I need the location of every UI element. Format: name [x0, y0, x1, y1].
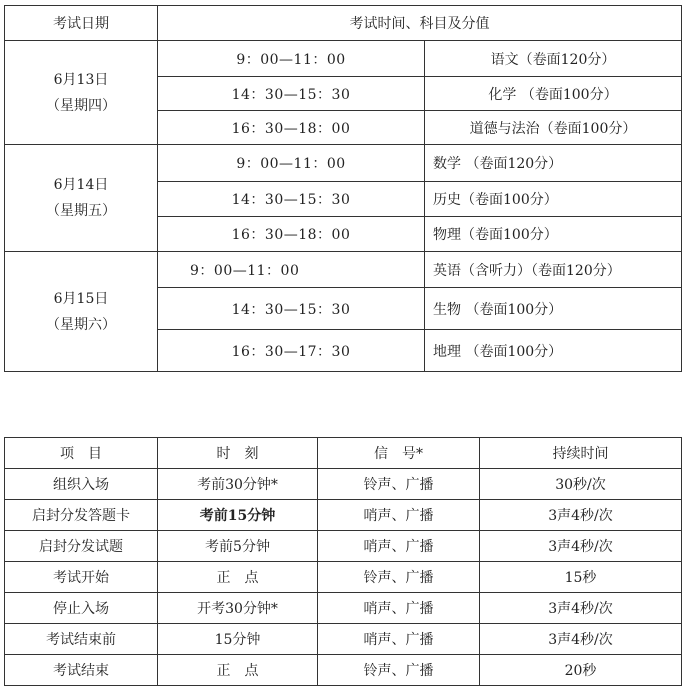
- exam-date: 6月14日: [53, 177, 109, 193]
- moment-header: 时 刻: [158, 438, 318, 469]
- signal-type: 哨声、广播: [318, 500, 480, 531]
- exam-signal-table: [4, 437, 682, 686]
- signal-type: 哨声、广播: [318, 593, 480, 624]
- duration-header: 持续时间: [480, 438, 682, 469]
- session-subject: 生物 （卷面100分）: [425, 288, 682, 330]
- signals-header-row: [5, 438, 682, 469]
- signal-header: 信 号*: [318, 438, 480, 469]
- signal-item: 考试结束前: [5, 624, 158, 655]
- item-header: 项 目: [5, 438, 158, 469]
- signal-duration: 3声4秒/次: [480, 624, 682, 655]
- session-time: 9：00—11：00: [158, 145, 425, 182]
- signal-item: 启封分发试题: [5, 531, 158, 562]
- exam-date-cell: [5, 41, 158, 145]
- signal-type: 哨声、广播: [318, 531, 480, 562]
- exam-date-cell: [5, 145, 158, 252]
- date-header: 考试日期: [5, 6, 158, 41]
- session-subject: 道德与法治（卷面100分）: [425, 111, 682, 145]
- table-row: [5, 500, 682, 531]
- signal-type: 铃声、广播: [318, 562, 480, 593]
- session-subject: 英语（含听力）（卷面120分）: [425, 252, 682, 288]
- signal-item: 启封分发答题卡: [5, 500, 158, 531]
- signal-moment: 正 点: [158, 562, 318, 593]
- session-time: 16：30—18：00: [158, 111, 425, 145]
- session-subject: 历史（卷面100分）: [425, 182, 682, 217]
- signal-duration: 3声4秒/次: [480, 531, 682, 562]
- signal-moment: 开考30分钟*: [158, 593, 318, 624]
- signal-duration: 3声4秒/次: [480, 593, 682, 624]
- table-row: [5, 469, 682, 500]
- exam-date: 6月13日: [53, 71, 109, 88]
- session-time: 16：30—17：30: [158, 330, 425, 372]
- session-time: 16：30—18：00: [158, 217, 425, 252]
- table-row: [5, 624, 682, 655]
- signal-moment: 考前15分钟: [158, 500, 318, 531]
- table-row: [5, 252, 682, 288]
- signal-moment: 考前30分钟*: [158, 469, 318, 500]
- signal-item: 考试结束: [5, 655, 158, 686]
- schedule-header-row: [5, 6, 682, 41]
- time-subject-header: 考试时间、科目及分值: [158, 6, 682, 41]
- table-row: [5, 41, 682, 77]
- session-subject: 语文（卷面120分）: [425, 41, 682, 77]
- table-row: [5, 531, 682, 562]
- table-row: [5, 655, 682, 686]
- signal-duration: 30秒/次: [480, 469, 682, 500]
- signal-duration: 3声4秒/次: [480, 500, 682, 531]
- signal-moment: 正 点: [158, 655, 318, 686]
- session-time: 14：30—15：30: [158, 182, 425, 217]
- session-subject: 地理 （卷面100分）: [425, 330, 682, 372]
- table-row: [5, 145, 682, 182]
- signal-type: 铃声、广播: [318, 655, 480, 686]
- exam-date-cell: [5, 252, 158, 372]
- signal-type: 铃声、广播: [318, 469, 480, 500]
- session-time: 14：30—15：30: [158, 77, 425, 111]
- session-subject: 物理（卷面100分）: [425, 217, 682, 252]
- session-time: 9：00—11：00: [158, 41, 425, 77]
- signal-duration: 20秒: [480, 655, 682, 686]
- exam-date: 6月15日: [53, 290, 109, 307]
- table-row: [5, 593, 682, 624]
- session-time: 9：00—11：00: [158, 252, 425, 288]
- signal-type: 哨声、广播: [318, 624, 480, 655]
- signal-item: 停止入场: [5, 593, 158, 624]
- session-subject: 数学 （卷面120分）: [425, 145, 682, 182]
- signal-duration: 15秒: [480, 562, 682, 593]
- exam-weekday: （星期四）: [46, 97, 116, 114]
- exam-weekday: （星期五）: [46, 203, 116, 219]
- table-row: [5, 562, 682, 593]
- signal-moment: 15分钟: [158, 624, 318, 655]
- signal-item: 考试开始: [5, 562, 158, 593]
- exam-schedule-table: [4, 5, 682, 372]
- signal-moment: 考前5分钟: [158, 531, 318, 562]
- session-subject: 化学 （卷面100分）: [425, 77, 682, 111]
- session-time: 14：30—15：30: [158, 288, 425, 330]
- signal-item: 组织入场: [5, 469, 158, 500]
- exam-weekday: （星期六）: [46, 316, 116, 333]
